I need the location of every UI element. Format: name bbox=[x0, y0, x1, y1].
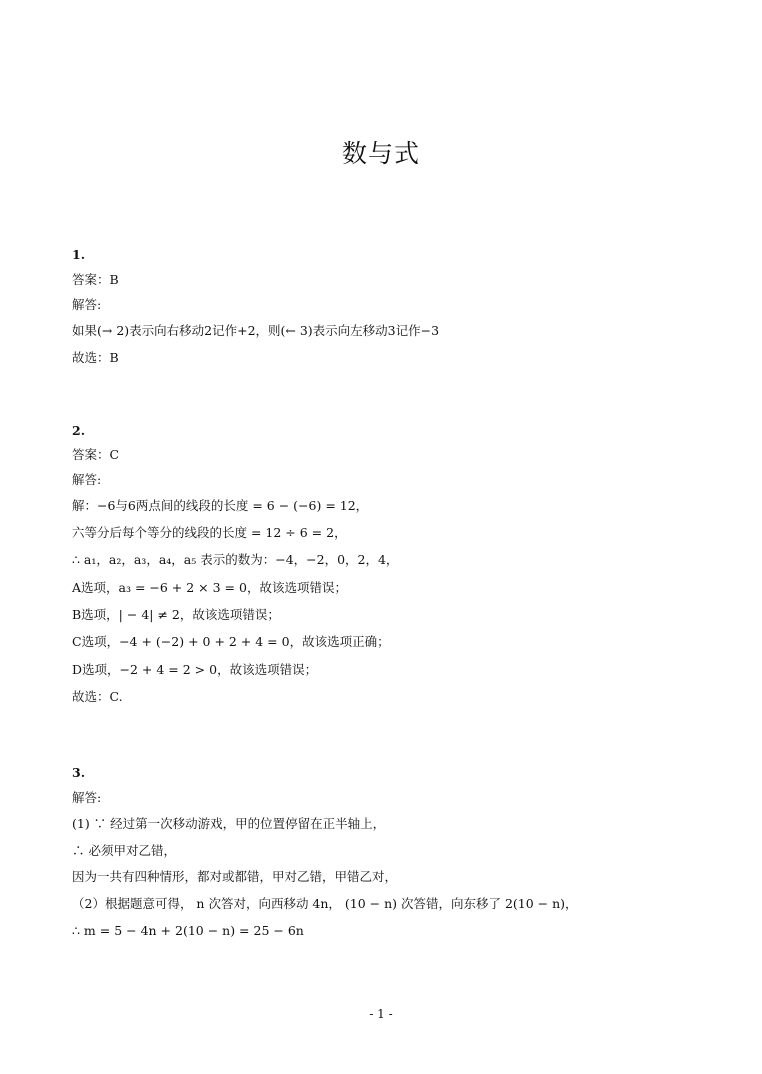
question-3-line-1: (1) ∵ 经过第一次移动游戏，甲的位置停留在正半轴上， bbox=[72, 816, 386, 831]
question-1-answer: 答案：B bbox=[72, 272, 119, 287]
question-3-solution-label: 解答: bbox=[72, 790, 102, 805]
question-2-solution-label: 解答: bbox=[72, 472, 102, 487]
question-1-line-2: 故选：B bbox=[72, 350, 119, 365]
question-3-line-3: 因为一共有四种情形，都对或都错，甲对乙错，甲错乙对， bbox=[72, 869, 398, 884]
question-2-line-6: C选项，−4 + (−2) + 0 + 2 + 4 = 0，故该选项正确； bbox=[72, 634, 390, 649]
question-3-number: 3. bbox=[72, 765, 86, 780]
question-2-answer: 答案：C bbox=[72, 447, 120, 462]
question-2-line-8: 故选：C. bbox=[72, 689, 123, 704]
question-2-line-1: 解：−6与6两点间的线段的长度 = 6 − (−6) = 12， bbox=[72, 498, 369, 513]
question-2-line-4: A选项，a₃ = −6 + 2 × 3 = 0，故该选项错误； bbox=[72, 580, 347, 595]
question-2-line-3: ∴ a₁，a₂，a₃，a₄，a₅ 表示的数为：−4，−2，0，2，4， bbox=[72, 552, 399, 567]
question-1-solution-label: 解答: bbox=[72, 297, 102, 312]
question-3-line-5: ∴ m = 5 − 4n + 2(10 − n) = 25 − 6n bbox=[72, 923, 304, 938]
question-2-line-2: 六等分后每个等分的线段的长度 = 12 ÷ 6 = 2， bbox=[72, 525, 347, 540]
question-2-line-7: D选项，−2 + 4 = 2 > 0，故该选项错误； bbox=[72, 662, 318, 677]
question-3-line-4: （2）根据题意可得， n 次答对，向西移动 4n， (10 − n) 次答错，向东移了 2(10 − n)， bbox=[72, 896, 578, 911]
question-2-number: 2. bbox=[72, 423, 86, 438]
page-number: - 1 - bbox=[369, 1007, 393, 1021]
question-2-line-5: B选项，| − 4| ≠ 2，故该选项错误； bbox=[72, 607, 280, 622]
question-1-number: 1. bbox=[72, 247, 86, 262]
question-1-line-1: 如果(→ 2)表示向右移动2记作+2，则(← 3)表示向左移动3记作−3 bbox=[72, 323, 440, 338]
page-title: 数与式 bbox=[341, 139, 420, 168]
question-3-line-2: ∴ 必须甲对乙错， bbox=[72, 843, 176, 858]
